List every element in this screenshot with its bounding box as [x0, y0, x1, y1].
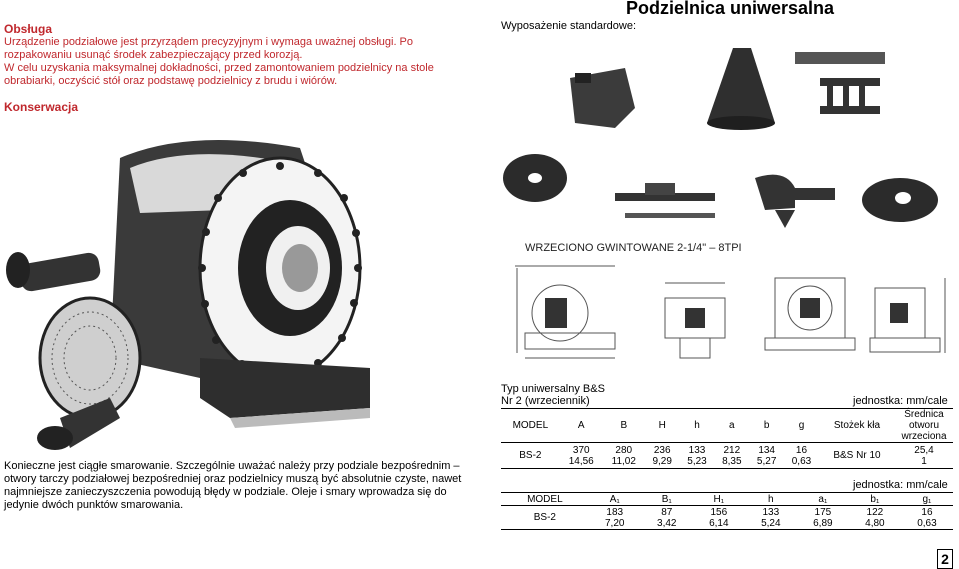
table-header-cell: B₁ — [641, 493, 693, 506]
table-cell — [714, 443, 749, 469]
table-row — [501, 506, 953, 530]
table-header-cell: Stożek kła — [819, 409, 895, 443]
table-header-cell: Średnica otworu wrzeciona — [895, 409, 953, 443]
value-inch: 5,24 — [761, 517, 781, 529]
value-inch: 8,35 — [722, 455, 742, 467]
heading-konserwacja: Konserwacja — [4, 100, 79, 114]
paragraph-obsluga-1: Urządzenie podziałowe jest przyrządem precyzyjnym i wymaga uważnej obsługi. Po rozpakowaniu usunąć środek zabezpieczający przed korozją. — [4, 36, 414, 61]
type-line-1: Typ uniwersalny B&S — [501, 383, 605, 395]
value-inch: 6,89 — [813, 517, 833, 529]
table-cell — [849, 506, 901, 530]
value-inch: 14,56 — [568, 455, 594, 467]
paragraph-konserwacja-lead: Konieczne jest ciągłe smarowanie. — [4, 460, 173, 472]
value-inch: 5,23 — [687, 455, 707, 467]
technical-drawings — [505, 258, 955, 370]
value-inch: 11,02 — [611, 455, 636, 467]
value-mm: 370 — [572, 444, 590, 456]
value-inch: 1 — [921, 455, 927, 467]
value-mm: 133 — [688, 444, 706, 456]
value-inch: 4,80 — [865, 517, 885, 529]
table-header-cell: A — [560, 409, 603, 443]
paragraph-obsluga-2: W celu uzyskania maksymalnej dokładności, przed zamontowaniem podzielnicy na stole obrabiarki, oczyścić stół oraz podstawę podzielnicy z brudu i wiórów. — [4, 62, 434, 87]
table-cell — [641, 506, 693, 530]
value-inch: 7,20 — [605, 517, 625, 529]
table-cell — [645, 443, 680, 469]
table-header-cell: a — [714, 409, 749, 443]
value-mm: 175 — [814, 506, 832, 518]
value-mm: 87 — [661, 506, 673, 518]
table-cell — [603, 443, 645, 469]
table-header-cell: A₁ — [589, 493, 641, 506]
table-header-row — [501, 493, 953, 506]
table-row — [501, 443, 953, 469]
table-header-cell: b₁ — [849, 493, 901, 506]
value-inch: 6,14 — [709, 517, 729, 529]
table-cell — [560, 443, 603, 469]
table-header-cell: MODEL — [501, 493, 589, 506]
page-number: 2 — [937, 549, 953, 569]
type-line-2: Nr 2 (wrzeciennik) — [501, 395, 590, 407]
table-header-cell: h — [680, 409, 715, 443]
table-header-cell: MODEL — [501, 409, 560, 443]
table-header-cell: g — [784, 409, 819, 443]
value-inch: 3,42 — [657, 517, 677, 529]
table-header-cell: a₁ — [797, 493, 849, 506]
value-mm: 134 — [758, 444, 775, 456]
value-mm: 16 — [921, 506, 933, 518]
value-mm: 156 — [710, 506, 728, 518]
table-header-cell: H₁ — [693, 493, 745, 506]
paragraph-konserwacja — [4, 460, 474, 512]
value-mm: 133 — [762, 506, 780, 518]
value-mm: 183 — [606, 506, 624, 518]
value-mm: 16 — [795, 444, 808, 456]
table-header-cell: B — [603, 409, 645, 443]
table-header-cell: H — [645, 409, 680, 443]
heading-obsluga: Obsługa — [4, 22, 53, 36]
table-header-cell: g₁ — [901, 493, 953, 506]
table-header-row — [501, 409, 953, 443]
dividing-head-illustration — [0, 118, 470, 458]
table-cell — [784, 443, 819, 469]
spindle-note: WRZECIONO GWINTOWANE 2-1/4" – 8TPI — [525, 242, 742, 254]
table-cell — [693, 506, 745, 530]
table-cell — [797, 506, 849, 530]
value-inch: 0,63 — [917, 517, 937, 529]
table-cell-model: BS-2 — [501, 506, 589, 530]
equipment-label: Wyposażenie standardowe: — [501, 20, 637, 32]
spec-table-1 — [501, 408, 953, 469]
table-cell-model: BS-2 — [501, 443, 560, 469]
table-cell-bore — [895, 443, 953, 469]
value-mm: 212 — [723, 444, 741, 456]
value-inch: 9,29 — [652, 455, 672, 467]
value-inch: 5,27 — [756, 455, 777, 467]
unit-label-2: jednostka: mm/cale — [853, 479, 948, 491]
standard-equipment-illustration — [495, 38, 955, 238]
table-cell-cone: B&S Nr 10 — [819, 443, 895, 469]
value-mm: 122 — [866, 506, 884, 518]
spec-table-2 — [501, 492, 953, 530]
value-inch: 0,63 — [791, 455, 812, 467]
table-cell — [680, 443, 715, 469]
table-cell — [745, 506, 797, 530]
page-title: Podzielnica uniwersalna — [626, 0, 835, 18]
paragraph-konserwacja-body: Szczególnie uważać należy przy podziale bezpośrednim – otwory tarczy podziałowej bezpośredniej oraz podzielnicy muszą być absolutnie czyste, nawet najmniejsze zanieczyszczenia powodują błędy w podziale. Oleje i smary wprowadza się do jedynie dwóch punktów smarowania. — [4, 460, 462, 511]
table-cell — [901, 506, 953, 530]
table-header-cell: h — [745, 493, 797, 506]
value-mm: 25,4 — [914, 444, 934, 456]
unit-label-1: jednostka: mm/cale — [853, 395, 948, 407]
table-cell — [589, 506, 641, 530]
value-mm: 236 — [653, 444, 671, 456]
table-cell — [749, 443, 784, 469]
value-mm: 280 — [615, 444, 633, 456]
table-header-cell: b — [749, 409, 784, 443]
